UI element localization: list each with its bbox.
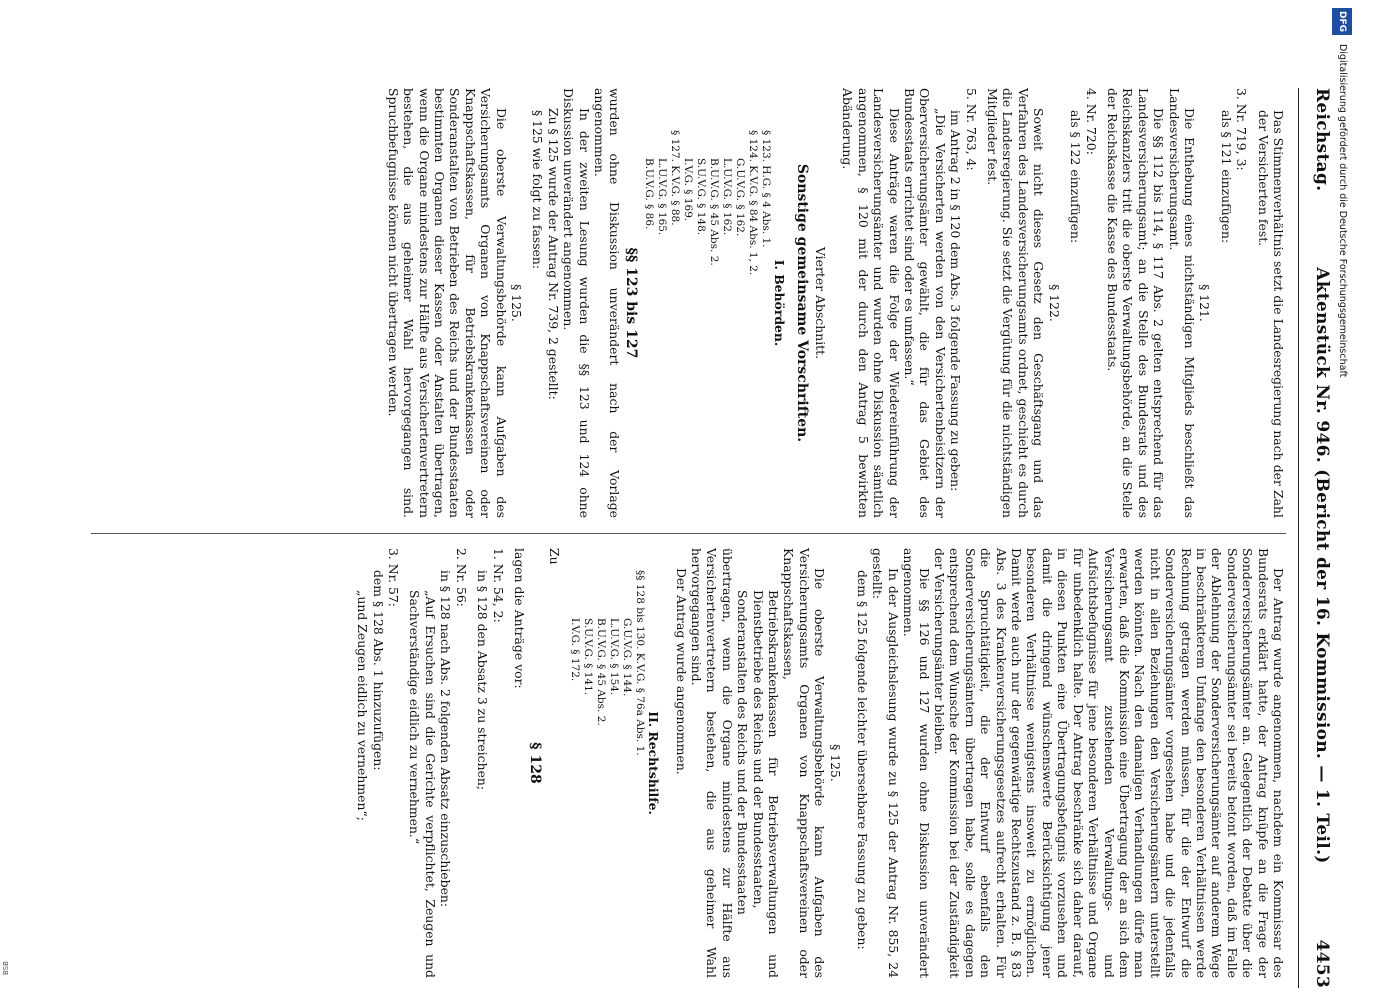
corner-mark: BSB <box>2 961 10 975</box>
header-title: Aktenstück Nr. 946. (Bericht der 16. Kommission. — 1. Teil.) <box>1312 267 1332 864</box>
paragraph: §§ 128 bis 130. K.V.G. § 76a Abs. 1. <box>633 570 646 756</box>
paragraph: § 127. K.V.G. § 88. <box>668 130 681 226</box>
paragraph: im Antrag 2 in § 120 dem Abs. 3 folgende Fassung zu geben: <box>948 110 964 492</box>
paragraph: Die oberste Verwaltungsbehörde kann Aufgaben des Versicherungsamts Organen von Knappschaftsvereinen oder Knappschaftskassen, für Betriebskrankenkassen oder Sonderanstalten von Betrieben des Reichs und der Bundesstaaten bestimmten Organen dieser Kassen oder Anstalten übertragen, wenn die Organe mindestens zur Hälfte aus Versichertenvertretern bestehen, die aus geheimer Wahl hervorgegangen sind. Spruchbefugnisse können nicht übertragen werden. <box>385 88 509 518</box>
paragraph: Zu § 125 wurde der Antrag Nr. 739, 2 gestellt: <box>545 108 561 400</box>
page-number: 4453 <box>1312 939 1332 988</box>
paragraph: B.U.V.G. § 86. <box>642 158 655 230</box>
paragraph: I.V.G. § 169. <box>681 158 694 222</box>
paragraph: § 123. H.G. § 4 Abs. 1. <box>759 130 772 248</box>
paragraph: § 125. <box>508 284 524 322</box>
paragraph: 4. Nr. 720: <box>1083 88 1099 155</box>
paragraph: Die §§ 126 und 127 wurden ohne Diskussion unverändert angenommen. <box>901 548 932 978</box>
paragraph: B.U.V.G. § 45 Abs. 2. <box>707 158 720 266</box>
digitization-caption <box>1332 8 1352 998</box>
paragraph: 5. Nr. 763, 4: <box>963 88 979 171</box>
dfg-logo: DFG <box>1332 8 1352 35</box>
paragraph: § 121. <box>1197 284 1213 322</box>
paragraph: in § 128 den Absatz 3 zu streichen; <box>475 570 491 791</box>
paragraph: Die Enthebung eines nichtständigen Mitglieds beschließt das Landesversicherungsamt. <box>1166 88 1197 518</box>
paragraph: Die §§ 112 bis 114, § 117 Abs. 2 gelten entsprechend für das Landesversicherungsamt; an die Stelle des Bundesrats und des Reichskanzlers tritt die oberste Verwaltungsbehörde, an die Stelle der Reichskasse die Kasse des Bundesstaats. <box>1104 88 1167 518</box>
paragraph: in § 128 nach Abs. 2 folgenden Absatz einzuschieben: <box>438 570 454 908</box>
paragraph: G.U.V.G. § 144. <box>620 618 633 697</box>
paragraph: In der zweiten Lesung wurden die §§ 123 und 124 ohne Diskussion unverändert angenommen. <box>561 88 592 518</box>
paragraph: Sonderanstalten des Reichs und der Bundesstaaten <box>735 590 751 915</box>
paragraph: L.U.V.G. § 165. <box>655 158 668 236</box>
paragraph: B.U.V.G. § 45 Abs. 2. <box>594 618 607 726</box>
paragraph: übertragen, wenn die Organe mindestens zur Hälfte aus Versichertenvertretern bestehen, die aus geheimer Wahl hervorgegangen sind. <box>688 548 735 978</box>
paragraph: dem § 128 Abs. 1 hinzuzufügen: <box>370 570 386 771</box>
header-rule <box>1298 88 1299 988</box>
paragraph: wurden ohne Diskussion unverändert nach der Vorlage angenommen. <box>592 88 623 518</box>
paragraph: 2. Nr. 56: <box>453 548 469 607</box>
paragraph: § 125 wie folgt zu fassen: <box>530 110 546 270</box>
paragraph: lagen die Anträge vor: <box>511 548 527 689</box>
paragraph: als § 121 einzufügen: <box>1218 110 1234 244</box>
paragraph: I.V.G. § 172. <box>568 618 581 682</box>
paragraph: S.U.V.G. § 148. <box>694 158 707 236</box>
paragraph: L.U.V.G. § 162. <box>720 158 733 236</box>
paragraph: Vierter Abschnitt. <box>813 246 829 360</box>
paragraph: § 122. <box>1046 284 1062 322</box>
paragraph: § 128 <box>527 742 544 784</box>
paragraph: II. Rechtshilfe. <box>646 711 662 815</box>
paragraph: Die oberste Verwaltungsbehörde kann Aufgaben des Versicherungsamts Organen von Knappschaftsvereinen oder Knappschaftskassen, <box>781 548 828 978</box>
paragraph: Betriebskrankenkassen für Betriebsverwaltungen und Dienstbetriebe des Reichs und der Bundesstaaten, <box>750 590 781 978</box>
paragraph: § 125. <box>827 744 843 782</box>
right-column <box>86 548 1286 978</box>
column-divider <box>91 533 1286 534</box>
paragraph: „Auf Ersuchen sind die Gerichte verpflichtet, Zeugen und Sachverständige eidlich zu vernehmen.“ <box>407 590 438 978</box>
paragraph: G.U.V.G. § 162. <box>733 158 746 237</box>
paragraph: Zu <box>546 548 562 565</box>
paragraph: In der Ausgleichslesung wurde zu § 125 der Antrag Nr. 855, 24 gestellt: <box>870 548 901 978</box>
paragraph: §§ 123 bis 127 <box>622 247 639 359</box>
paragraph: „und Zeugen eidlich zu vernehmen“; <box>355 590 371 821</box>
paragraph: 3. Nr. 719, 3: <box>1234 88 1250 171</box>
paragraph: S.U.V.G. § 141. <box>581 618 594 696</box>
paragraph: „Die Versicherten werden von den Versichertenbeisitzern der Oberversicherungsämter gewählt, die für das Gebiet des Bundesstaats errichtet sind oder es umfassen.“ <box>902 88 948 518</box>
header-left: Reichstag. <box>1312 88 1332 192</box>
left-column <box>86 88 1286 518</box>
paragraph: L.U.V.G. § 154. <box>607 618 620 696</box>
paragraph: Sonstige gemeinsame Vorschriften. <box>793 163 810 443</box>
paragraph: Das Stimmenverhältnis setzt die Landesregierung nach der Zahl der Versicherten fest. <box>1255 110 1286 518</box>
rotated-page <box>74 88 1344 988</box>
paragraph: Diese Anträge waren die Folge der Wiedereinführung der Landesversicherungsämter und wurden ohne Diskussion sämtlich angenommen, § 120 mit der durch den Antrag 5 bewirkten Abänderung. <box>840 88 902 518</box>
paragraph: § 124. K.V.G. § 84 Abs. 1, 2. <box>746 130 759 276</box>
paragraph: I. Behörden. <box>772 259 788 347</box>
paragraph: Der Antrag wurde angenommen, nachdem ein Kommissar des Bundesrats erklärt hatte, der Antrag knüpfe an die Frage der Sonderversicherungsämter an. Gelegentlich der Debatte über die Sonderversicherungsämter sei bereits betont worden, daß im Falle der Ablehnung der Sonderversicherungsämter auf anderem Wege in beschränkterem Umfange den besonderen Verhältnissen werde Rechnung getragen werden müssen, für die der Entwurf die Sonderversicherungsämter vorgesehen habe und die jedenfalls nicht in allen Beziehungen den Versicherungsämtern unterstellt werden könnten. Nach den damaligen Verhandlungen dürfe man erwarten, daß die Kommission eine Übertragung der an sich dem Versicherungsamt zustehenden Verwaltungs- und Aufsichtsbefugnisse für jene besonderen Verhältnisse und Organe für unbedenklich halte. Der Antrag beschränke sich daher darauf, in diesen Punkten eine Übertragungsbefugnis vorzusehen und damit die dringend wünschenswerte Berücksichtigung jener besonderen Verhältnisse wenigstens insoweit zu ermöglichen. Damit werde auch nur der gegenwärtige Rechtszustand z. B. § 83 Abs. 3 des Krankenversicherungsgesetzes aufrecht erhalten. Für die Spruchtätigkeit, die der Entwurf ebenfalls den Sonderversicherungsämtern übertragen habe, solle es dagegen entsprechend dem Wunsche der Kommission bei der Zuständigkeit der Versicherungsämter bleiben. <box>932 548 1286 978</box>
paragraph: als § 122 einzufügen: <box>1068 110 1084 244</box>
paragraph: 3. Nr. 57: <box>386 548 402 607</box>
paragraph: dem § 125 folgende leichter übersehbare Fassung zu geben: <box>855 570 871 950</box>
paragraph: Der Antrag wurde angenommen. <box>673 568 689 775</box>
paragraph: 1. Nr. 54, 2: <box>490 548 506 623</box>
caption-text: Digitalisierung gefördert durch die Deutsche Forschungsgemeinschaft <box>1337 44 1348 378</box>
paragraph: Soweit nicht dieses Gesetz den Geschäftsgang und das Verfahren des Landesversicherungsamts ordnet, geschieht es durch die Landesregierung. Sie setzt die Vergütung für die nichtständigen Mitglieder fest. <box>985 88 1047 518</box>
